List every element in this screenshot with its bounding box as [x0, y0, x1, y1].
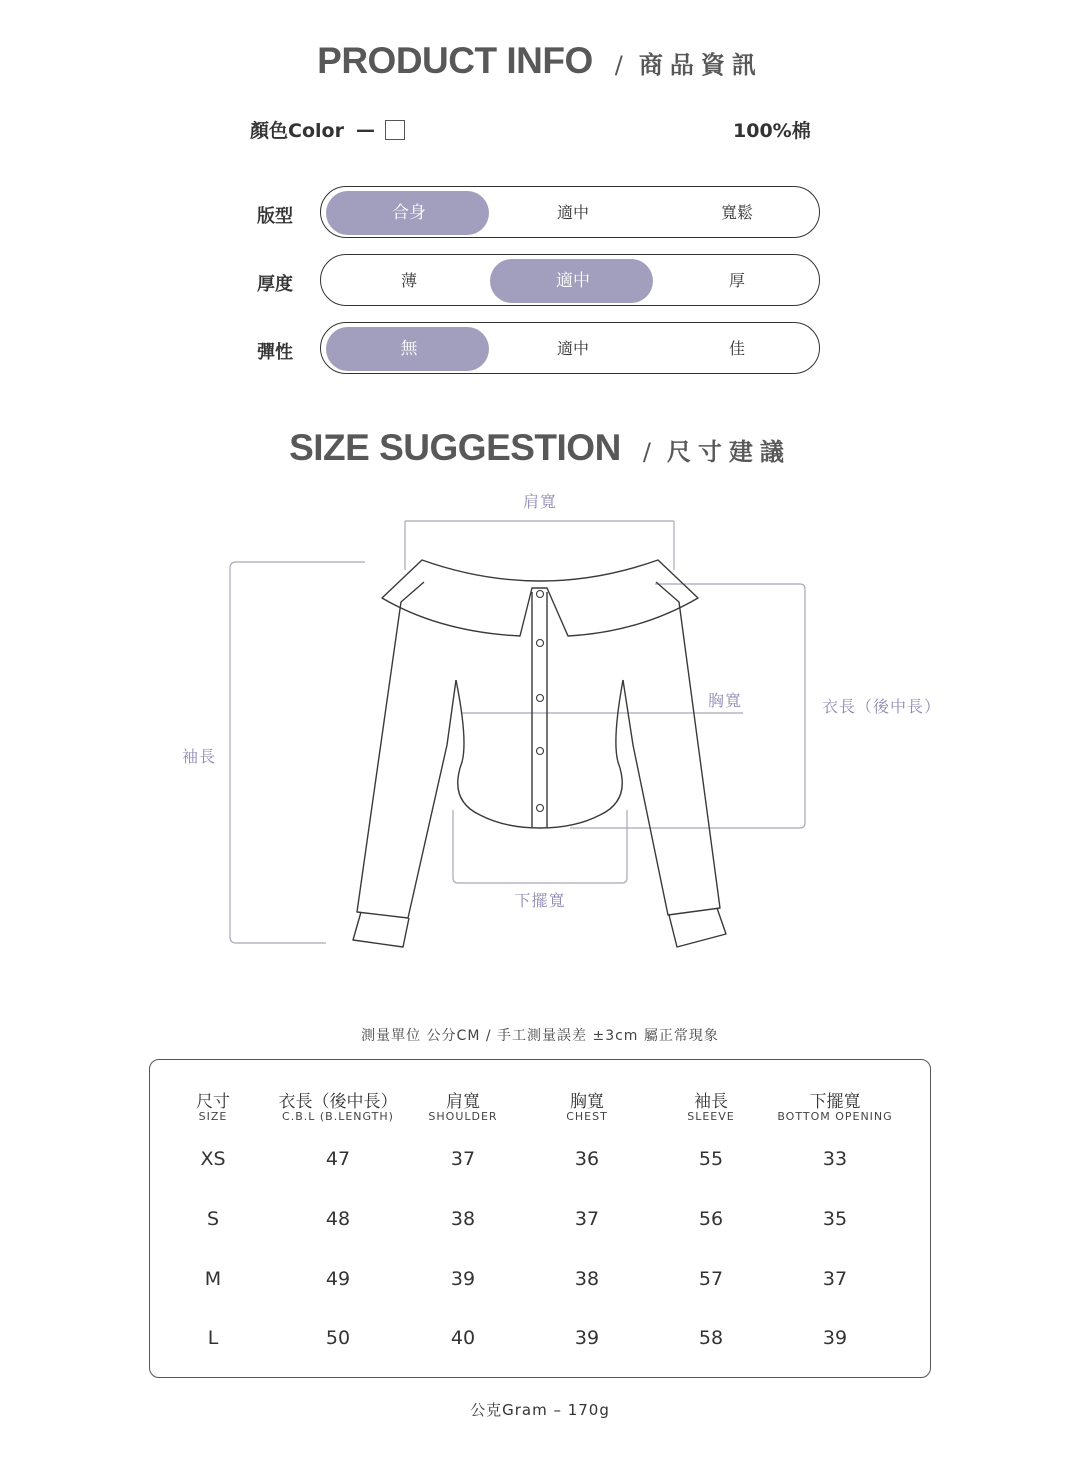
rating-label: 厚度 [257, 274, 293, 295]
rating-option: 佳 [728, 339, 745, 358]
table-header-en: C.B.L (B.LENGTH) [282, 1110, 394, 1123]
table-value-cell: 39 [574, 1327, 600, 1349]
table-value-cell: 39 [450, 1268, 476, 1290]
table-header-en: SIZE [198, 1110, 228, 1123]
garment-weight: 公克Gram – 170g [470, 1401, 610, 1419]
color-swatch-white [385, 120, 405, 140]
table-value-cell: 37 [450, 1148, 476, 1170]
product-info-heading [0, 40, 1080, 82]
table-size-cell: XS [200, 1148, 226, 1170]
product-info-title-en: PRODUCT INFO [317, 40, 593, 81]
table-value-cell: 33 [822, 1148, 848, 1170]
diagram-label-chest: 胸寬 [708, 691, 743, 710]
rating-track [320, 254, 820, 306]
table-size-cell: M [204, 1268, 222, 1290]
table-value-cell: 48 [325, 1208, 351, 1230]
table-value-cell: 56 [698, 1208, 724, 1230]
table-header-zh: 尺寸 [196, 1092, 230, 1112]
diagram-label-sleeve: 袖長 [182, 747, 217, 766]
rating-option: 適中 [556, 271, 590, 291]
rating-option: 適中 [556, 203, 589, 222]
table-value-cell: 37 [574, 1208, 600, 1230]
table-value-cell: 38 [574, 1268, 600, 1290]
table-size-cell: L [207, 1327, 219, 1349]
length-measure-line [570, 584, 805, 828]
fabric-composition: 100%棉 [733, 120, 811, 142]
table-header-zh: 袖長 [694, 1092, 728, 1112]
button-4 [537, 748, 544, 755]
size-suggestion-heading [0, 427, 1080, 469]
button-3 [537, 695, 544, 702]
table-header-zh: 胸寬 [570, 1092, 604, 1112]
table-header-zh: 衣長（後中長） [278, 1092, 398, 1112]
table-size-cell: S [206, 1208, 220, 1230]
table-value-cell: 49 [325, 1268, 351, 1290]
placket-outline [532, 592, 547, 828]
size-suggestion-title-zh: 尺寸建議 [666, 438, 791, 466]
shoulder-measure-line [405, 521, 674, 570]
rating-option: 無 [400, 339, 418, 359]
color-dash: — [355, 118, 375, 141]
button-1 [537, 591, 544, 598]
left-sleeve-outline [357, 582, 456, 918]
table-value-cell: 35 [822, 1208, 848, 1230]
table-value-cell: 47 [325, 1148, 351, 1170]
table-header-en: SLEEVE [687, 1110, 735, 1123]
hem-measure-line [453, 810, 627, 883]
diagram-label-hem: 下擺寬 [514, 891, 566, 910]
rating-track [320, 322, 820, 374]
heading-separator: / [614, 51, 623, 79]
rating-option: 厚 [728, 271, 745, 290]
product-info-title-zh: 商品資訊 [638, 51, 763, 79]
rating-label: 彈性 [257, 342, 293, 363]
size-suggestion-title-en: SIZE SUGGESTION [289, 427, 621, 468]
table-value-cell: 57 [698, 1268, 724, 1290]
table-value-cell: 50 [325, 1327, 351, 1349]
table-header-en: BOTTOM OPENING [777, 1110, 893, 1123]
table-value-cell: 37 [822, 1268, 848, 1290]
rating-track [320, 186, 820, 238]
color-row [250, 116, 405, 143]
rating-label: 版型 [257, 206, 293, 227]
measurement-note: 測量單位 公分CM / 手工測量誤差 ±3cm 屬正常現象 [361, 1028, 719, 1044]
diagram-label-shoulder: 肩寬 [522, 492, 558, 511]
rating-option: 薄 [400, 271, 417, 290]
heading-separator: / [642, 438, 651, 466]
table-header-zh: 肩寬 [446, 1092, 480, 1112]
table-header-en: SHOULDER [428, 1110, 498, 1123]
rating-option: 適中 [556, 339, 589, 358]
table-value-cell: 36 [574, 1148, 600, 1170]
rating-option: 合身 [392, 203, 426, 223]
table-value-cell: 38 [450, 1208, 476, 1230]
table-value-cell: 39 [822, 1327, 848, 1349]
color-label: 顏色Color [250, 120, 344, 142]
button-2 [537, 640, 544, 647]
table-value-cell: 58 [698, 1327, 724, 1349]
table-value-cell: 55 [698, 1148, 724, 1170]
table-header-zh: 下擺寬 [809, 1092, 861, 1112]
sleeve-measure-line [230, 562, 365, 943]
rating-option: 寬鬆 [720, 203, 753, 222]
table-value-cell: 40 [450, 1327, 476, 1349]
diagram-label-length: 衣長（後中長） [822, 697, 942, 716]
button-5 [537, 805, 544, 812]
right-sleeve-outline [623, 582, 720, 915]
table-header-en: CHEST [566, 1110, 608, 1123]
